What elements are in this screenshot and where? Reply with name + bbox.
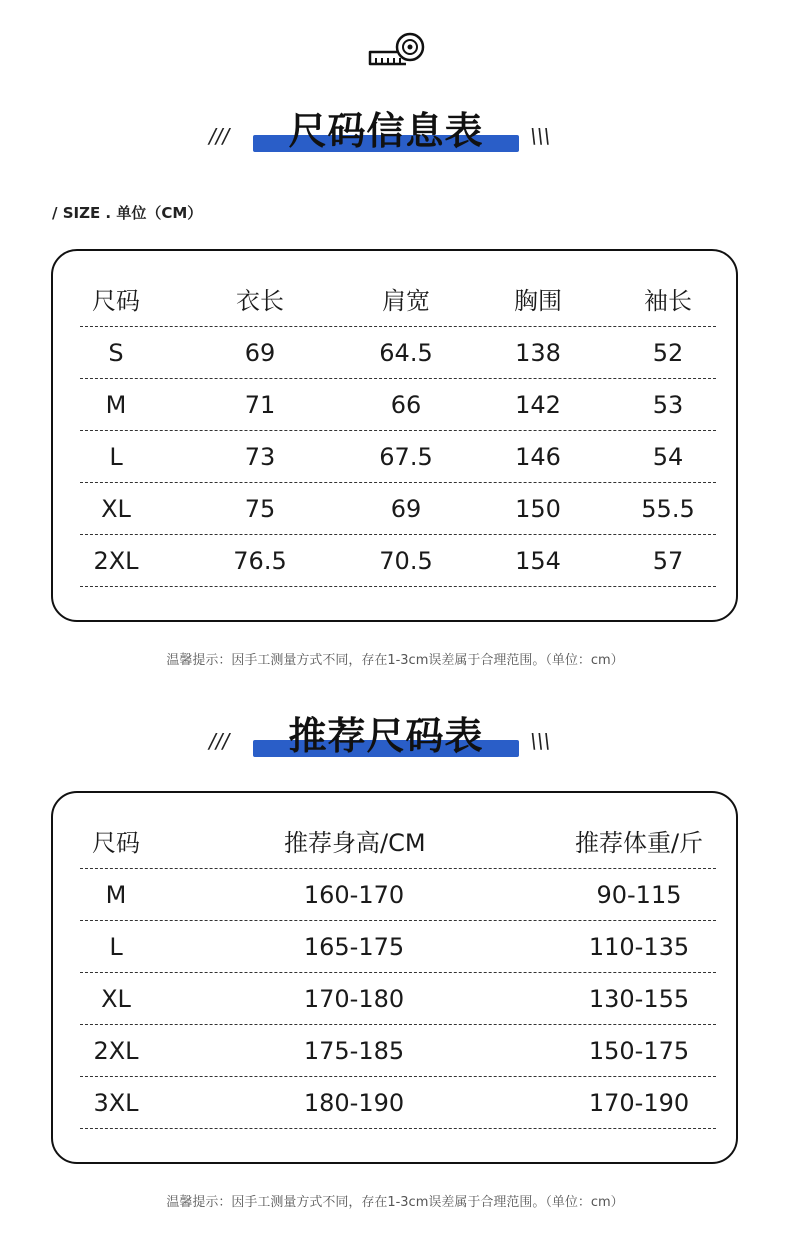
table-cell: 150	[515, 495, 561, 523]
table-cell: XL	[101, 495, 131, 523]
table-row	[80, 327, 716, 379]
table-cell: XL	[101, 985, 131, 1013]
table-cell: 150-175	[588, 1037, 690, 1065]
table-cell: 138	[515, 339, 561, 367]
table-cell: 165-175	[303, 933, 405, 961]
measurement-note: 温馨提示：因手工测量方式不同，存在1-3cm误差属于合理范围。（单位：cm）	[166, 1195, 624, 1210]
table-cell: 52	[652, 339, 684, 367]
table-row	[80, 921, 716, 973]
table-cell: 69	[390, 495, 422, 523]
size-unit-label: / SIZE . 单位（CM）	[52, 204, 203, 222]
table-cell: 170-190	[588, 1089, 690, 1117]
page-title: 尺码信息表	[288, 109, 484, 153]
table-cell: 54	[652, 443, 684, 471]
size-info-table	[51, 249, 738, 622]
table-cell: 130-155	[588, 985, 690, 1013]
table-row	[80, 1025, 716, 1077]
table-cell: 70.5	[379, 547, 433, 575]
table-cell: 154	[515, 547, 561, 575]
table-row	[80, 973, 716, 1025]
header-row	[80, 817, 716, 869]
column-header: 衣长	[236, 287, 284, 315]
column-header: 推荐体重/斤	[574, 829, 704, 857]
recommended-size-table	[51, 791, 738, 1164]
table-cell: 67.5	[379, 443, 433, 471]
table-cell: L	[109, 443, 123, 471]
table-cell: 146	[515, 443, 561, 471]
table-row	[80, 869, 716, 921]
section-title: 推荐尺码表	[288, 714, 484, 758]
table-cell: 76.5	[233, 547, 287, 575]
title-left-slashes: ///	[209, 729, 230, 753]
table-cell: 2XL	[93, 547, 139, 575]
table-cell: 180-190	[303, 1089, 405, 1117]
title-right-slashes: \\\	[530, 124, 551, 148]
table-row	[80, 1077, 716, 1129]
table-cell: 75	[244, 495, 276, 523]
table-cell: 53	[652, 391, 684, 419]
column-header: 袖长	[644, 287, 692, 315]
table-cell: 66	[390, 391, 422, 419]
header-row	[80, 275, 716, 327]
table-cell: 160-170	[303, 881, 405, 909]
table-cell: 175-185	[303, 1037, 405, 1065]
table-row	[80, 379, 716, 431]
table-cell: 3XL	[93, 1089, 139, 1117]
title-left-slashes: ///	[209, 124, 230, 148]
table-cell: 170-180	[303, 985, 405, 1013]
column-header: 胸围	[514, 287, 562, 315]
table-cell: L	[109, 933, 123, 961]
table-cell: 2XL	[93, 1037, 139, 1065]
column-header: 尺码	[92, 829, 140, 857]
table-cell: 142	[515, 391, 561, 419]
measuring-tape-icon	[366, 30, 430, 70]
column-header: 肩宽	[382, 287, 430, 315]
table-cell: 110-135	[588, 933, 690, 961]
table-cell: M	[105, 881, 127, 909]
table-cell: 64.5	[379, 339, 433, 367]
table-cell: M	[105, 391, 127, 419]
column-header: 推荐身高/CM	[284, 829, 426, 857]
table-row	[80, 431, 716, 483]
table-cell: 73	[244, 443, 276, 471]
table-cell: 69	[244, 339, 276, 367]
table-cell: S	[108, 339, 124, 367]
table-cell: 55.5	[641, 495, 695, 523]
column-header: 尺码	[92, 287, 140, 315]
table-cell: 90-115	[596, 881, 682, 909]
table-cell: 57	[652, 547, 684, 575]
table-cell: 71	[244, 391, 276, 419]
table-row	[80, 535, 716, 587]
title-right-slashes: \\\	[530, 729, 551, 753]
measurement-note: 温馨提示：因手工测量方式不同，存在1-3cm误差属于合理范围。（单位：cm）	[166, 653, 624, 668]
table-row	[80, 483, 716, 535]
